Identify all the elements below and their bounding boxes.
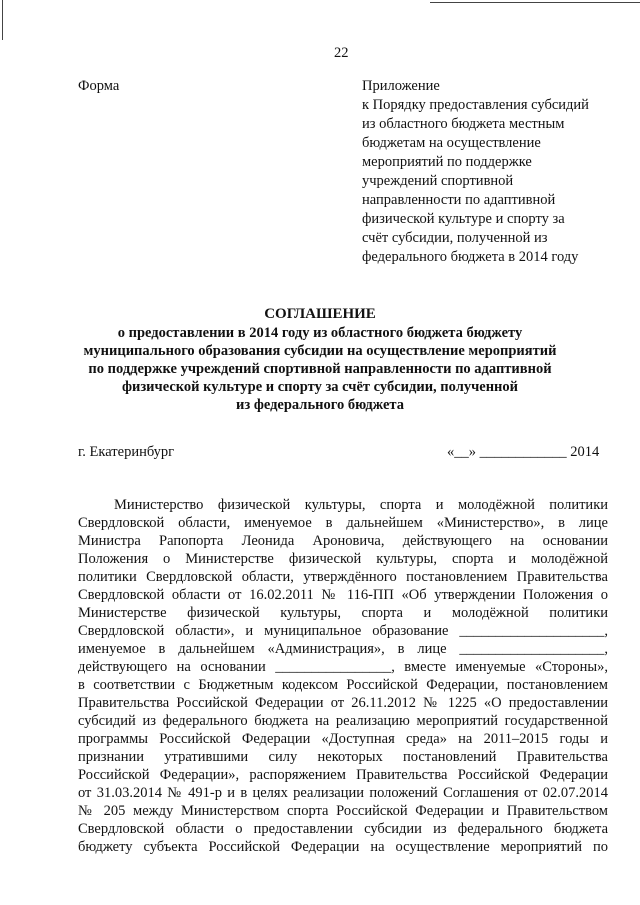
body-line: Министерство физической культуры, спорта и молодёжной политики [114, 497, 608, 513]
form-label: Форма [78, 78, 120, 94]
body-line: Министерстве физической культуры, спорта и молодёжной политики [78, 605, 608, 621]
subtitle-line: муниципального образования субсидии на осуществление мероприятий [83, 343, 557, 359]
appendix-line: из областного бюджета местным [362, 116, 565, 132]
body-line: политики Свердловской области, утверждённого постановлением Правительства [78, 569, 608, 585]
appendix-line: Приложение [362, 78, 440, 94]
appendix-line: бюджетам на осуществление [362, 135, 541, 151]
body-line: действующего на основании ________________, вместе именуемые «Стороны», [78, 659, 608, 675]
body-line: Положения о Министерстве физической культуры, спорта и молодёжной [78, 551, 608, 567]
appendix-line: физической культуре и спорту за [362, 211, 565, 227]
body-line: субсидий из федерального бюджета на реализацию мероприятий государственной [78, 713, 608, 729]
body-line: Свердловской области о предоставлении субсидии из федерального бюджета [78, 821, 608, 837]
body-line: именуемое в дальнейшем «Администрация», в лице ____________________, [78, 641, 608, 657]
scan-edge-left [2, 0, 3, 40]
scan-edge-top [430, 2, 640, 3]
appendix-line: мероприятий по поддержке [362, 154, 532, 170]
subtitle-line: по поддержке учреждений спортивной направленности по адаптивной [88, 361, 552, 377]
body-line: Министра Рапопорта Леонида Ароновича, действующего на основании [78, 533, 608, 549]
city: г. Екатеринбург [78, 444, 175, 460]
appendix-line: к Порядку предоставления субсидий [362, 97, 589, 113]
agreement-date: «__» ____________ 2014 [447, 444, 600, 460]
appendix-line: учреждений спортивной [362, 173, 514, 189]
appendix-line: счёт субсидии, полученной из [362, 230, 548, 246]
body-line: Правительства Российской Федерации от 26.11.2012 № 1225 «О предоставлении [78, 695, 608, 711]
body-line: бюджету субъекта Российской Федерации на осуществление мероприятий по [78, 839, 608, 855]
subtitle-line: о предоставлении в 2014 году из областного бюджета бюджету [117, 325, 523, 341]
body-line: Свердловской области», и муниципальное образование ____________________, [78, 623, 608, 639]
subtitle-line: физической культуре и спорту за счёт субсидии, полученной [121, 379, 519, 395]
body-line: № 205 между Министерством спорта Российской Федерации и Правительством [78, 803, 608, 819]
body-line: Свердловской области, именуемое в дальнейшем «Министерство», в лице [78, 515, 608, 531]
document-title: СОГЛАШЕНИЕ [264, 306, 376, 322]
body-line: Свердловской области от 16.02.2011 № 116-ПП «Об утверждении Положения о [78, 587, 608, 603]
subtitle-line: из федерального бюджета [236, 397, 404, 413]
body-line: программы Российской Федерации «Доступная среда» на 2011–2015 годы и [78, 731, 608, 747]
body-line: Российской Федерации», распоряжением Правительства Российской Федерации [78, 767, 608, 783]
body-line: в соответствии с Бюджетным кодексом Российской Федерации, постановлением [78, 677, 608, 693]
body-line: признании утратившими силу некоторых постановлений Правительства [78, 749, 608, 765]
body-line: от 31.03.2014 № 491-р и в целях реализации положений Соглашения от 02.07.2014 [78, 785, 608, 801]
appendix-line: направленности по адаптивной [362, 192, 556, 208]
page-number: 22 [334, 45, 349, 61]
appendix-line: федерального бюджета в 2014 году [362, 249, 579, 265]
